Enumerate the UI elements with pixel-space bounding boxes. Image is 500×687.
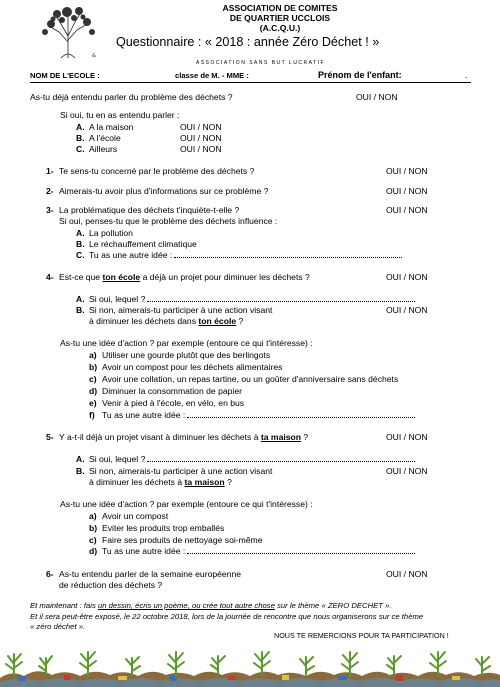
q3-text: La problématique des déchets t'inquiète-t-elle ? xyxy=(59,205,240,215)
q4-idea-a xyxy=(89,350,270,360)
q6-num: 6- xyxy=(46,569,54,579)
q5-a-text: Si oui, lequel ? xyxy=(89,454,146,464)
q6 xyxy=(46,569,241,579)
q4-b-line2 xyxy=(89,316,243,326)
q6-answer[interactable]: OUI / NON xyxy=(386,569,428,579)
q6-text1: As-tu entendu parler de la semaine européenne xyxy=(59,569,242,579)
q4-b-answer[interactable]: OUI / NON xyxy=(386,305,428,315)
idea-text: Tu as une autre idée : xyxy=(102,410,186,420)
q5-a-line[interactable] xyxy=(147,454,415,462)
tagline: ASSOCIATION SANS BUT LUCRATIF xyxy=(196,60,326,66)
idea-letter: d) xyxy=(89,546,98,556)
q1 xyxy=(46,166,254,176)
q4-idea-c xyxy=(89,374,398,384)
q5-num: 5- xyxy=(46,432,54,442)
q2-answer[interactable]: OUI / NON xyxy=(386,186,428,196)
item-letter: B. xyxy=(76,133,85,143)
footer-line1 xyxy=(30,601,392,611)
idea-text[interactable]: Venir à pied à l'école, en vélo, en bus xyxy=(102,398,245,408)
q4-b-text2c: ? xyxy=(238,316,244,326)
item-text: La pollution xyxy=(89,228,133,238)
item-letter: A. xyxy=(76,228,85,238)
q4-idea-line[interactable] xyxy=(187,410,415,418)
classe-label: classe de M. - MME : xyxy=(175,71,249,80)
q4-b xyxy=(76,305,272,315)
footer-line1-b: un dessin, écris un poème, ou crée tout autre chose xyxy=(97,601,275,610)
q2-num: 2- xyxy=(46,186,54,196)
idea-letter: b) xyxy=(89,362,98,372)
q5-text-a: Y a-t-il déjà un projet visant à diminuer les déchets à xyxy=(59,432,259,442)
q5-b xyxy=(76,466,272,476)
q3-num: 3- xyxy=(46,205,54,215)
q4-a-letter: A. xyxy=(76,294,85,304)
waste-plants-strip-icon xyxy=(0,642,500,687)
idea-letter: a) xyxy=(89,350,97,360)
q3-idea-line[interactable] xyxy=(174,250,402,258)
assoc-line1: ASSOCIATION DE COMITES xyxy=(222,3,338,13)
q5-text-b: ta maison xyxy=(260,432,302,442)
q4-num: 4- xyxy=(46,272,54,282)
q5-b-text2c: ? xyxy=(227,477,232,487)
q4-b-text2a: à diminuer les déchets dans xyxy=(89,316,197,326)
item-text: A l'école xyxy=(89,133,121,143)
idea-text[interactable]: Eviter les produits trop emballés xyxy=(102,523,225,533)
q4-text-c: a déjà un projet pour diminuer les déchets ? xyxy=(142,272,310,282)
q6-text2: de réduction des déchets ? xyxy=(59,580,163,590)
footer-line1-c: sur le thème « ZERO DECHET ». xyxy=(277,601,392,610)
idea-text[interactable]: Avoir une collation, un repas tartine, ou un goûter d'anniversaire sans déchets xyxy=(102,374,399,384)
ecole-label: NOM DE L'ECOLE : xyxy=(30,71,100,80)
header-underline xyxy=(30,82,471,83)
intro-item-c xyxy=(76,144,117,154)
idea-letter: e) xyxy=(89,398,97,408)
idea-text[interactable]: Diminuer la consommation de papier xyxy=(102,386,242,396)
q4-b-text1: Si non, aimerais-tu participer à une action visant xyxy=(89,305,273,315)
intro-question: As-tu déjà entendu parler du problème des déchets ? xyxy=(30,92,233,102)
q5-idea-b xyxy=(89,523,224,533)
svg-text:&: & xyxy=(92,53,96,59)
q3-sub: Si oui, penses-tu que le problème des déchets influence : xyxy=(59,216,278,226)
q4-text-b: ton école xyxy=(102,272,141,282)
idea-letter: f) xyxy=(89,410,95,420)
q5-idea-question: As-tu une idée d'action ? par exemple (entoure ce qui t'intéresse) : xyxy=(60,499,313,509)
item-letter: C. xyxy=(76,250,85,260)
idea-letter: c) xyxy=(89,374,97,384)
q4-idea-b xyxy=(89,362,282,372)
q5-b-text2a: à diminuer les déchets à xyxy=(89,477,183,487)
q3-item-c xyxy=(76,250,402,260)
q4-a-line[interactable] xyxy=(147,294,415,302)
q4-idea-question: As-tu une idée d'action ? par exemple (entoure ce qui t'intéresse) : xyxy=(60,338,313,348)
q5-a-letter: A. xyxy=(76,454,85,464)
intro-answer[interactable]: OUI / NON xyxy=(356,92,398,102)
footer-line3: « zéro déchet ». xyxy=(30,622,86,631)
idea-letter: b) xyxy=(89,523,98,533)
q5-idea-c xyxy=(89,535,263,545)
q4-b-text2b: ton école xyxy=(198,316,237,326)
q4-b-letter: B. xyxy=(76,305,85,315)
q3-answer[interactable]: OUI / NON xyxy=(386,205,428,215)
q4 xyxy=(46,272,310,282)
q5-text-c: ? xyxy=(303,432,309,442)
q3 xyxy=(46,205,239,215)
q5-idea-a xyxy=(89,511,168,521)
footer-line1-a: Et maintenant : fais xyxy=(30,601,96,610)
intro-item-b-answer[interactable]: OUI / NON xyxy=(180,133,222,143)
q5 xyxy=(46,432,308,442)
q5-b-letter: B. xyxy=(76,466,85,476)
q2-text: Aimerais-tu avoir plus d'informations sur ce problème ? xyxy=(59,186,269,196)
q3-item-b xyxy=(76,239,197,249)
q5-a xyxy=(76,454,415,464)
intro-item-a-answer[interactable]: OUI / NON xyxy=(180,122,222,132)
prenom-end: . xyxy=(465,70,468,80)
intro-item-c-answer[interactable]: OUI / NON xyxy=(180,144,222,154)
q1-answer[interactable]: OUI / NON xyxy=(386,166,428,176)
idea-text[interactable]: Avoir un compost pour les déchets alimentaires xyxy=(102,362,283,372)
prenom-label: Prénom de l'enfant: xyxy=(318,70,402,80)
association-name xyxy=(200,3,360,33)
page-title: Questionnaire : « 2018 : année Zéro Déchet ! » xyxy=(116,35,380,49)
item-letter: C. xyxy=(76,144,85,154)
q4-idea-f xyxy=(89,410,415,420)
q4-a xyxy=(76,294,415,304)
idea-text[interactable]: Faire ses produits de nettoyage soi-même xyxy=(102,535,263,545)
q4-answer[interactable]: OUI / NON xyxy=(386,272,428,282)
q5-b-answer[interactable]: OUI / NON xyxy=(386,466,428,476)
idea-text: Tu as une autre idée : xyxy=(102,546,186,556)
intro-item-a xyxy=(76,122,133,132)
q4-a-text: Si oui, lequel ? xyxy=(89,294,146,304)
item-text: Le réchauffement climatique xyxy=(89,239,197,249)
item-text: Tu as une autre idée : xyxy=(89,250,173,260)
footer-line2: Et il sera peut-être exposé, le 22 octobre 2018, lors de la journée de rencontre que nous organiserons sur ce thème xyxy=(30,612,424,621)
q5-b-text2b: ta maison xyxy=(184,477,225,487)
idea-text[interactable]: Avoir un compost xyxy=(102,511,169,521)
q4-idea-e xyxy=(89,398,244,408)
item-text: A la maison xyxy=(89,122,134,132)
q5-idea-d xyxy=(89,546,415,556)
idea-text[interactable]: Utiliser une gourde plutôt que des berlingots xyxy=(102,350,271,360)
item-letter: A. xyxy=(76,122,85,132)
q5-answer[interactable]: OUI / NON xyxy=(386,432,428,442)
item-letter: B. xyxy=(76,239,85,249)
assoc-line2: DE QUARTIER UCCLOIS xyxy=(229,13,331,23)
intro-sub: Si oui, tu en as entendu parler : xyxy=(60,110,180,120)
intro-item-b xyxy=(76,133,121,143)
q4-idea-d xyxy=(89,386,242,396)
assoc-line3: (A.C.Q.U.) xyxy=(259,23,301,33)
q1-num: 1- xyxy=(46,166,54,176)
q2 xyxy=(46,186,268,196)
q5-idea-line[interactable] xyxy=(187,546,415,554)
item-text: Ailleurs xyxy=(89,144,118,154)
tree-logo-icon xyxy=(37,2,99,60)
q1-text: Te sens-tu concerné par le problème des déchets ? xyxy=(59,166,255,176)
idea-letter: d) xyxy=(89,386,98,396)
thanks-message: NOUS TE REMERCIONS POUR TA PARTICIPATION ! xyxy=(274,631,449,640)
q3-item-a xyxy=(76,228,133,238)
idea-letter: c) xyxy=(89,535,97,545)
idea-letter: a) xyxy=(89,511,97,521)
q5-b-line2 xyxy=(89,477,232,487)
q4-text-a: Est-ce que xyxy=(59,272,101,282)
q5-b-text1: Si non, aimerais-tu participer à une action visant xyxy=(89,466,273,476)
